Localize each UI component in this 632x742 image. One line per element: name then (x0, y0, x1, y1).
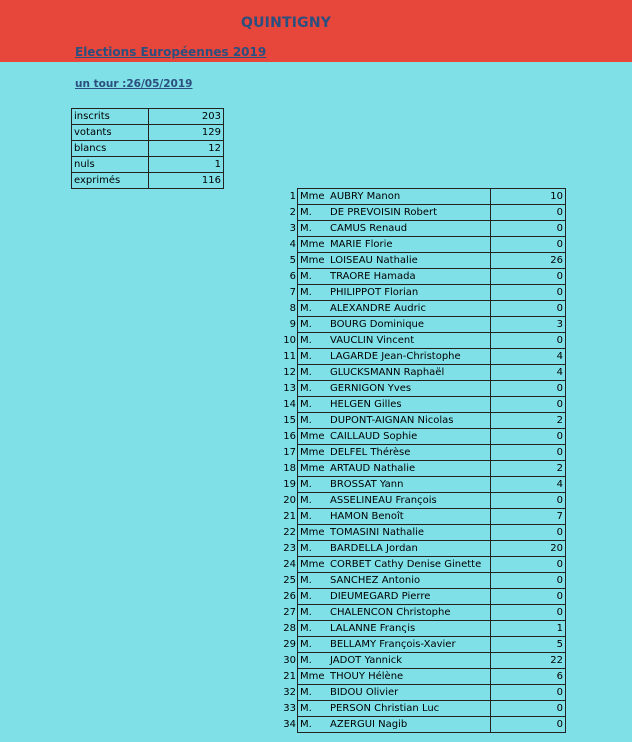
civility: M. (300, 351, 312, 362)
civility: M. (300, 495, 312, 506)
civility: M. (300, 639, 312, 650)
vote-count: 22 (491, 653, 566, 669)
table-row (270, 461, 566, 477)
list-number: 17 (283, 447, 296, 458)
vote-count: 4 (491, 365, 566, 381)
vote-count: 4 (491, 349, 566, 365)
list-number: 26 (283, 591, 296, 602)
vote-count: 0 (491, 429, 566, 445)
table-row (270, 253, 566, 269)
candidate-cell (298, 573, 491, 589)
candidate-name: PHILIPPOT Florian (330, 287, 419, 298)
vote-count: 0 (491, 221, 566, 237)
vote-count: 2 (491, 461, 566, 477)
candidate-cell (298, 525, 491, 541)
list-number: 9 (289, 319, 296, 330)
vote-count: 0 (491, 701, 566, 717)
candidate-cell (298, 413, 491, 429)
civility: M. (300, 623, 312, 634)
candidate-name: HELGEN Gilles (330, 399, 402, 410)
list-number: 2 (289, 207, 296, 218)
vote-count: 0 (491, 605, 566, 621)
vote-count: 3 (491, 317, 566, 333)
table-row (270, 205, 566, 221)
candidate-cell (298, 317, 491, 333)
table-row (270, 509, 566, 525)
candidate-name: DELFEL Thérèse (330, 447, 411, 458)
vote-count: 0 (491, 333, 566, 349)
candidate-cell (298, 301, 491, 317)
list-number: 1 (289, 191, 296, 202)
candidate-name: DE PREVOISIN Robert (330, 207, 438, 218)
civility: M. (300, 287, 312, 298)
list-number: 3 (289, 223, 296, 234)
list-number: 7 (289, 287, 296, 298)
list-number: 20 (283, 495, 296, 506)
candidate-name: BOURG Dominique (330, 319, 425, 330)
candidate-name: GERNIGON Yves (330, 383, 412, 394)
table-row (270, 269, 566, 285)
table-row (270, 669, 566, 685)
candidate-name: ARTAUD Nathalie (330, 463, 416, 474)
civility: M. (300, 687, 312, 698)
tour-date: un tour :26/05/2019 (75, 78, 193, 90)
list-number: 27 (283, 607, 296, 618)
vote-count: 5 (491, 637, 566, 653)
civility: Mme (300, 527, 325, 538)
table-row (270, 589, 566, 605)
vote-count: 0 (491, 445, 566, 461)
list-number: 6 (289, 271, 296, 282)
table-row (270, 605, 566, 621)
candidate-cell (298, 205, 491, 221)
candidate-cell (298, 477, 491, 493)
civility: M. (300, 303, 312, 314)
candidate-cell (298, 717, 491, 733)
candidate-name: ASSELINEAU François (330, 495, 437, 506)
candidate-cell (298, 381, 491, 397)
list-number: 12 (283, 367, 296, 378)
civility: Mme (300, 463, 325, 474)
candidate-cell (298, 285, 491, 301)
vote-count: 0 (491, 573, 566, 589)
table-row (270, 301, 566, 317)
list-number: 18 (283, 463, 296, 474)
table-row (270, 445, 566, 461)
table-row (270, 493, 566, 509)
candidate-name: VAUCLIN Vincent (330, 335, 415, 346)
candidate-cell (298, 685, 491, 701)
candidate-name: BROSSAT Yann (330, 479, 404, 490)
vote-count: 10 (491, 189, 566, 205)
table-row (270, 221, 566, 237)
vote-count: 26 (491, 253, 566, 269)
table-row (270, 573, 566, 589)
vote-count: 0 (491, 589, 566, 605)
table-row (270, 429, 566, 445)
stats-value: 1 (149, 157, 224, 173)
civility: M. (300, 479, 312, 490)
civility: M. (300, 543, 312, 554)
civility: M. (300, 655, 312, 666)
table-row (270, 397, 566, 413)
table-row (270, 365, 566, 381)
vote-count: 0 (491, 381, 566, 397)
stats-label: exprimés (72, 173, 149, 189)
candidate-name: CORBET Cathy Denise Ginette (330, 559, 482, 570)
candidate-cell (298, 365, 491, 381)
candidate-cell (298, 589, 491, 605)
civility: M. (300, 271, 312, 282)
candidate-name: PERSON Christian Luc (330, 703, 440, 714)
table-row (270, 717, 566, 733)
civility: Mme (300, 671, 325, 682)
list-number: 21 (283, 671, 296, 682)
list-number: 13 (283, 383, 296, 394)
vote-count: 0 (491, 525, 566, 541)
civility: M. (300, 575, 312, 586)
list-number: 25 (283, 575, 296, 586)
candidate-name: HAMON Benoît (330, 511, 404, 522)
list-number: 19 (283, 479, 296, 490)
civility: M. (300, 335, 312, 346)
vote-count: 6 (491, 669, 566, 685)
civility: M. (300, 703, 312, 714)
candidate-name: GLUCKSMANN Raphaël (330, 367, 445, 378)
stats-value: 203 (149, 109, 224, 125)
table-row (270, 317, 566, 333)
civility: Mme (300, 559, 325, 570)
list-number: 11 (283, 351, 296, 362)
stats-row (72, 157, 224, 173)
list-number: 8 (289, 303, 296, 314)
candidate-cell (298, 509, 491, 525)
list-number: 4 (289, 239, 296, 250)
table-row (270, 621, 566, 637)
civility: M. (300, 591, 312, 602)
table-row (270, 685, 566, 701)
candidate-name: TRAORE Hamada (330, 271, 416, 282)
candidate-cell (298, 605, 491, 621)
candidate-cell (298, 621, 491, 637)
candidate-name: CHALENCON Christophe (330, 607, 451, 618)
stats-table (71, 108, 224, 189)
stats-label: inscrits (72, 109, 149, 125)
table-row (270, 701, 566, 717)
candidate-name: CAMUS Renaud (330, 223, 408, 234)
list-number: 30 (283, 655, 296, 666)
vote-count: 4 (491, 477, 566, 493)
candidate-name: SANCHEZ Antonio (330, 575, 421, 586)
candidate-name: THOUY Hélène (330, 671, 404, 682)
civility: M. (300, 367, 312, 378)
candidate-cell (298, 397, 491, 413)
vote-count: 0 (491, 237, 566, 253)
civility: M. (300, 511, 312, 522)
civility: Mme (300, 447, 325, 458)
vote-count: 0 (491, 493, 566, 509)
list-number: 24 (283, 559, 296, 570)
civility: M. (300, 607, 312, 618)
table-row (270, 557, 566, 573)
stats-row (72, 141, 224, 157)
candidate-name: LALANNE Franςis (330, 623, 416, 634)
stats-row (72, 173, 224, 189)
table-row (270, 381, 566, 397)
commune-title: QUINTIGNY (241, 15, 332, 31)
stats-row (72, 109, 224, 125)
table-row (270, 237, 566, 253)
vote-count: 0 (491, 685, 566, 701)
candidate-cell (298, 493, 491, 509)
stats-label: votants (72, 125, 149, 141)
candidate-cell (298, 189, 491, 205)
candidate-cell (298, 701, 491, 717)
list-number: 28 (283, 623, 296, 634)
candidate-cell (298, 461, 491, 477)
table-row (270, 413, 566, 429)
stats-value: 12 (149, 141, 224, 157)
vote-count: 7 (491, 509, 566, 525)
vote-count: 0 (491, 205, 566, 221)
table-row (270, 541, 566, 557)
list-number: 34 (283, 719, 296, 730)
candidate-name: AUBRY Manon (330, 191, 401, 202)
civility: Mme (300, 255, 325, 266)
list-number: 16 (283, 431, 296, 442)
list-number: 21 (283, 511, 296, 522)
list-number: 15 (283, 415, 296, 426)
list-number: 22 (283, 527, 296, 538)
stats-label: nuls (72, 157, 149, 173)
list-number: 23 (283, 543, 296, 554)
list-number: 5 (289, 255, 296, 266)
list-number: 32 (283, 687, 296, 698)
candidate-cell (298, 253, 491, 269)
vote-count: 0 (491, 397, 566, 413)
vote-count: 1 (491, 621, 566, 637)
list-number: 10 (283, 335, 296, 346)
table-row (270, 637, 566, 653)
election-title: Elections Européennes 2019 (75, 45, 267, 59)
vote-count: 0 (491, 269, 566, 285)
table-row (270, 477, 566, 493)
vote-count: 0 (491, 717, 566, 733)
stats-row (72, 125, 224, 141)
candidate-name: TOMASINI Nathalie (330, 527, 425, 538)
results-table (270, 188, 566, 733)
table-row (270, 653, 566, 669)
table-row (270, 189, 566, 205)
candidate-name: CAILLAUD Sophie (330, 431, 418, 442)
candidate-cell (298, 637, 491, 653)
candidate-name: BIDOU Olivier (330, 687, 399, 698)
vote-count: 0 (491, 557, 566, 573)
candidate-name: ALEXANDRE Audric (330, 303, 426, 314)
candidate-name: DIEUMEGARD Pierre (330, 591, 431, 602)
civility: M. (300, 207, 312, 218)
candidate-cell (298, 333, 491, 349)
stats-value: 116 (149, 173, 224, 189)
candidate-name: BELLAMY François-Xavier (330, 639, 456, 650)
vote-count: 0 (491, 301, 566, 317)
candidate-name: LOISEAU Nathalie (330, 255, 418, 266)
candidate-name: DUPONT-AIGNAN Nicolas (330, 415, 454, 426)
table-row (270, 349, 566, 365)
candidate-cell (298, 653, 491, 669)
candidate-cell (298, 349, 491, 365)
list-number: 14 (283, 399, 296, 410)
stats-value: 129 (149, 125, 224, 141)
civility: Mme (300, 239, 325, 250)
civility: M. (300, 223, 312, 234)
vote-count: 20 (491, 541, 566, 557)
candidate-name: AZERGUI Nagib (330, 719, 408, 730)
stats-label: blancs (72, 141, 149, 157)
candidate-name: BARDELLA Jordan (330, 543, 418, 554)
civility: M. (300, 415, 312, 426)
list-number: 29 (283, 639, 296, 650)
civility: M. (300, 319, 312, 330)
vote-count: 0 (491, 285, 566, 301)
civility: M. (300, 399, 312, 410)
civility: Mme (300, 431, 325, 442)
candidate-cell (298, 557, 491, 573)
table-row (270, 525, 566, 541)
civility: M. (300, 719, 312, 730)
list-number: 33 (283, 703, 296, 714)
candidate-cell (298, 429, 491, 445)
table-row (270, 333, 566, 349)
candidate-cell (298, 237, 491, 253)
civility: M. (300, 383, 312, 394)
candidate-name: JADOT Yannick (330, 655, 403, 666)
vote-count: 2 (491, 413, 566, 429)
candidate-cell (298, 221, 491, 237)
civility: Mme (300, 191, 325, 202)
candidate-cell (298, 541, 491, 557)
candidate-cell (298, 669, 491, 685)
candidate-name: LAGARDE Jean-Christophe (330, 351, 461, 362)
candidate-cell (298, 445, 491, 461)
candidate-cell (298, 269, 491, 285)
table-row (270, 285, 566, 301)
candidate-name: MARIE Florie (330, 239, 393, 250)
